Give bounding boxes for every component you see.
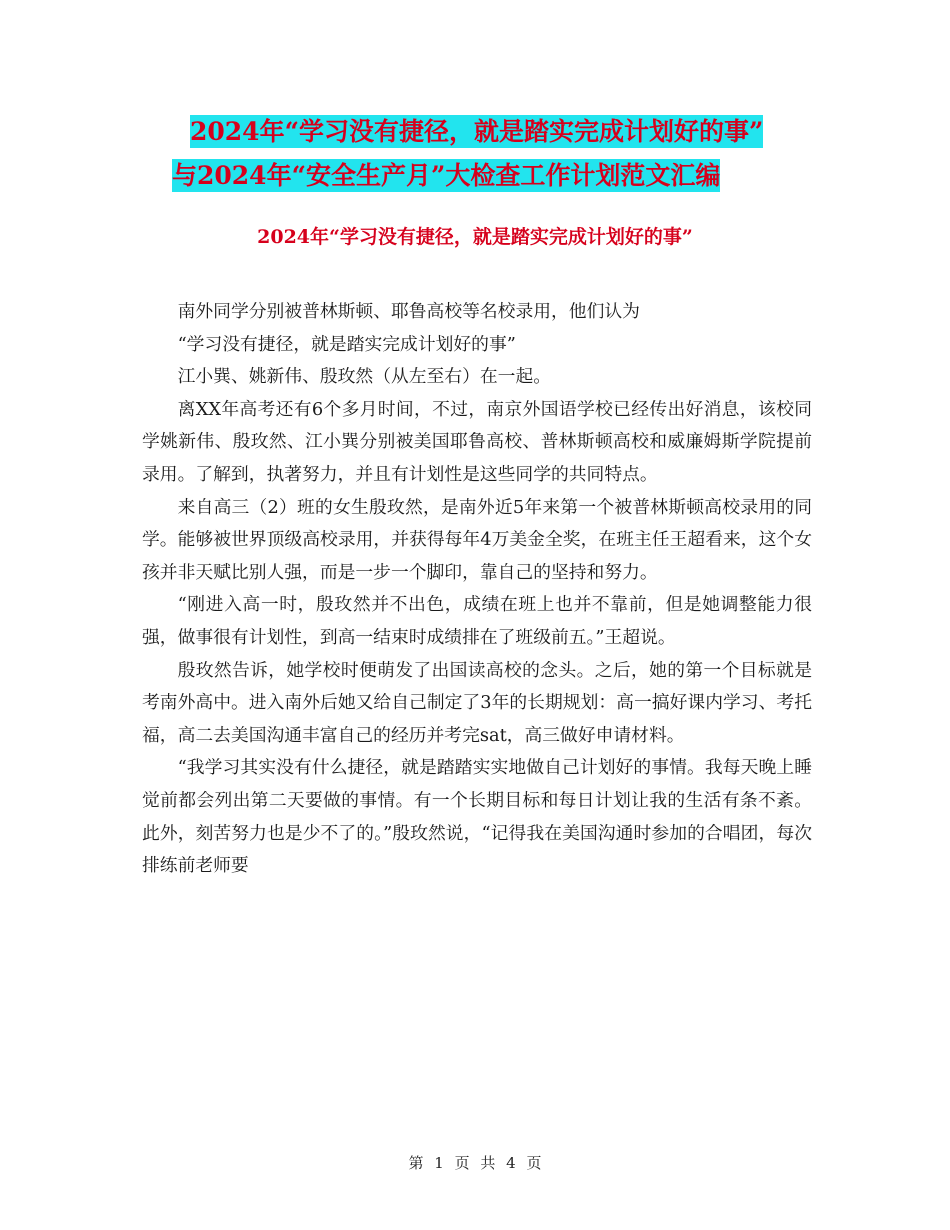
page-footer: 第 1 页 共 4 页 (408, 1154, 542, 1172)
paragraph: 南外同学分别被普林斯顿、耶鲁高校等名校录用，他们认为 (177, 301, 640, 322)
body-text (142, 296, 812, 883)
document-title (172, 110, 812, 198)
title-line-1: 2024年“学习没有捷径，就是踏实完成计划好的事” (190, 117, 764, 146)
paragraph: 江小巽、姚新伟、殷玫然（从左至右）在一起。 (177, 366, 552, 388)
section-title: 2024年“学习没有捷径，就是踏实完成计划好的事” (257, 226, 693, 248)
paragraph: 离XX年高考还有6个多月时间，不过，南京外国语学校已经传出好消息，该校同学姚新伟、殷玫然、江小巽分别被美国耶鲁高校、普林斯顿高校和威廉姆斯学院提前录用。了解到，执著努力，并且有计划性是这些同学的共同特点。 (142, 398, 812, 485)
paragraph: 殷玫然告诉，她学校时便萌发了出国读高校的念头。之后，她的第一个目标就是考南外高中。进入南外后她又给自己制定了3年的长期规划：高一搞好课内学习、考托福，高二去美国沟通丰富自己的经历并考完sat，高三做好申请材料。 (142, 659, 812, 746)
paragraph: “刚进入高一时，殷玫然并不出色，成绩在班上也并不靠前，但是她调整能力很强，做事很有计划性，到高一结束时成绩排在了班级前五。”王超说。 (142, 594, 812, 648)
title-line-2: 与2024年“安全生产月”大检查工作计划范文汇编 (172, 161, 721, 190)
paragraph: “我学习其实没有什么捷径，就是踏踏实实地做自己计划好的事情。我每天晚上睡觉前都会列出第二天要做的事情。有一个长期目标和每日计划让我的生活有条不紊。此外，刻苦努力也是少不了的。”殷玫然说，“记得我在美国沟通时参加的合唱团，每次排练前老师要 (142, 757, 812, 877)
paragraph: “学习没有捷径，就是踏实完成计划好的事” (177, 333, 516, 355)
paragraph: 来自高三（2）班的女生殷玫然，是南外近5年来第一个被普林斯顿高校录用的同学。能够被世界顶级高校录用，并获得每年4万美金全奖，在班主任王超看来，这个女孩并非天赋比别人强，而是一步一个脚印，靠自己的坚持和努力。 (142, 496, 812, 583)
